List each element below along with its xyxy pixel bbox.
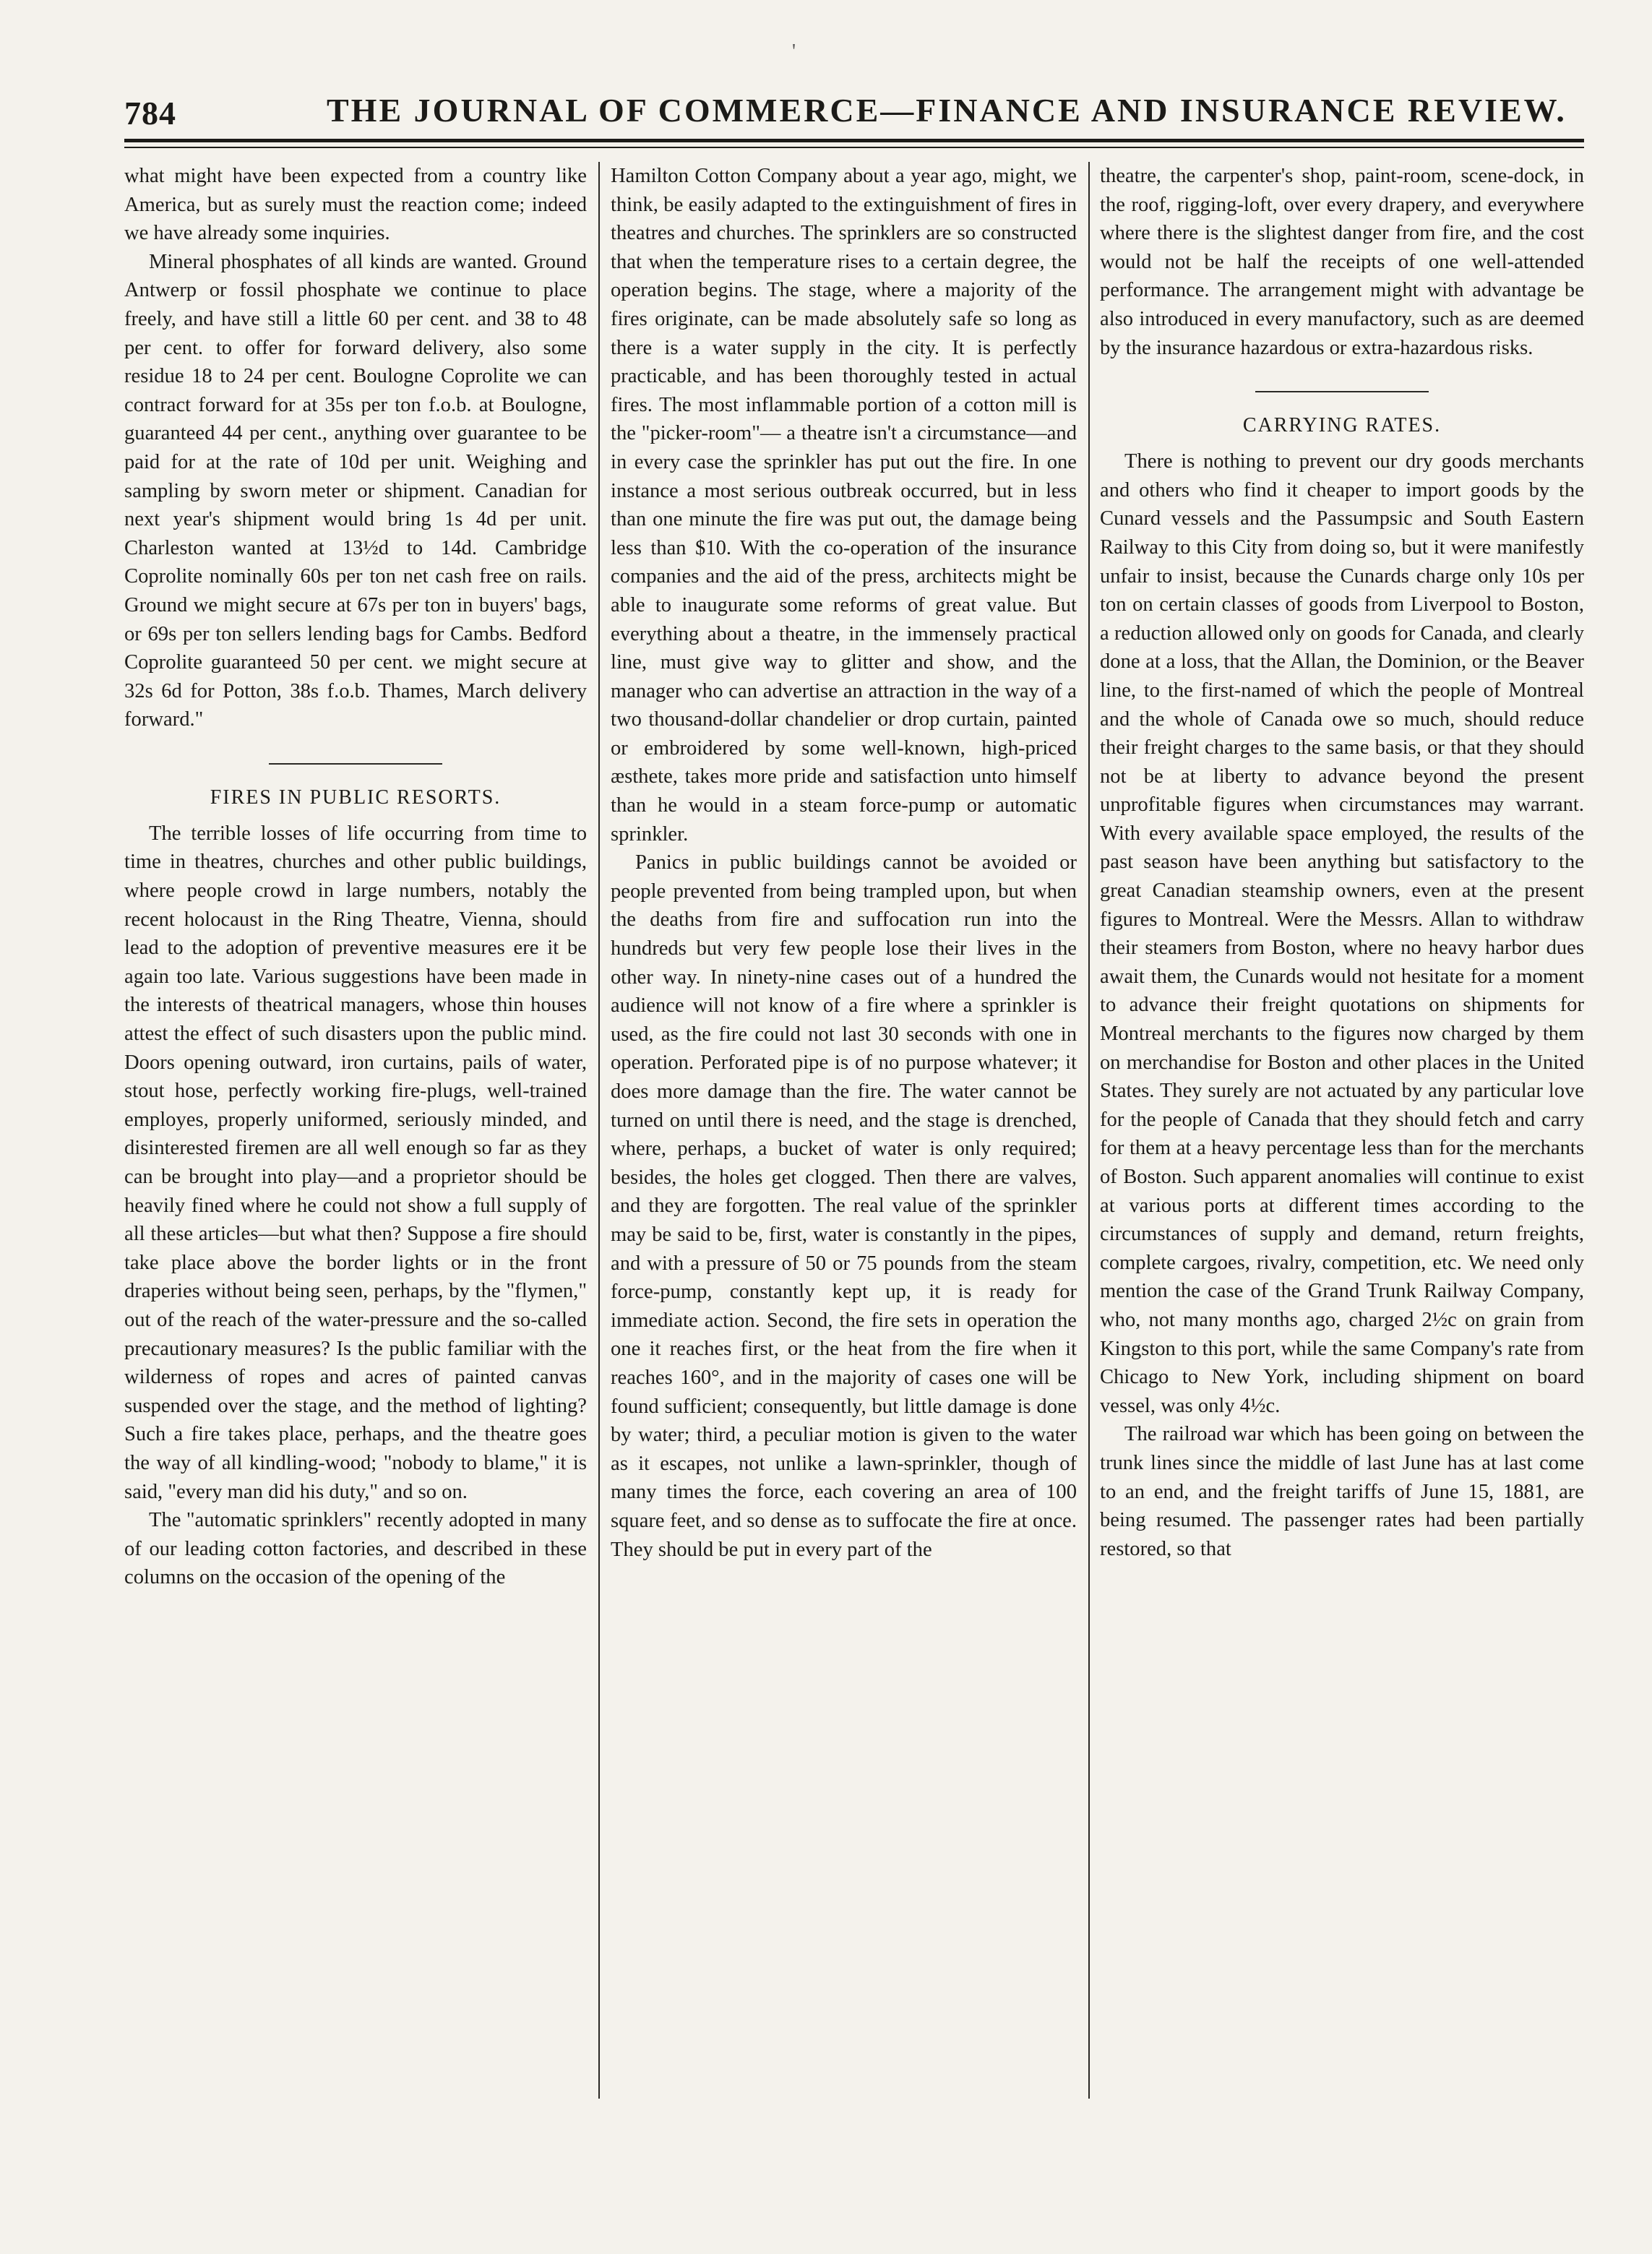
page-number: 784 (124, 95, 176, 132)
paragraph-carrying-1: There is nothing to prevent our dry goods merchants and others who find it cheaper to import goods by the Cunard vessels and the Passumpsic and South Eastern Railway to this City from doing so, but it were manifestly unfair to insist, because the Cunards charge only 10s per ton on certain classes of goods from Liverpool to Boston, a reduction allowed only on goods for Canada, and clearly done at a loss, that the Allan, the Dominion, or the Beaver line, to the first-named of which the people of Montreal and the whole of Canada owe so much, should reduce their freight charges to the same basis, or that they should not be at liberty to advance beyond the present unprofitable figures when circumstances may warrant. With every available space employed, the results of the past season have been anything but satisfactory to the great Canadian steamship owners, even at the present figures to Montreal. Were the Messrs. Allan to withdraw their steamers from Boston, where no heavy harbor dues await them, the Cunards would not hesitate for a moment to advance their freight quotations on shipments for Montreal merchants to the figures now charged by them on merchandise for Boston and other places in the United States. They surely are not actuated by any particular love for the people of Canada that they should fetch and carry for them at a heavy percentage less than for the merchants of Boston. Such apparent anomalies will continue to exist at various ports at different times according to the circumstances of supply and demand, return freights, complete cargoes, rivalry, competition, etc. We need only mention the case of the Grand Trunk Railway Company, who, not many months ago, charged 2½c on grain from Kingston to this port, while the same Company's rate from Chicago to New York, including shipment on board vessel, was only 4½c. (1100, 450, 1584, 1417)
column-3 (1100, 162, 1584, 2200)
article-separator (1255, 391, 1429, 392)
column-2 (611, 162, 1077, 2200)
paragraph-sprinklers: Hamilton Cotton Company about a year ago, might, we think, be easily adapted to the extinguishment of fires in theatres and churches. The sprinklers are so constructed that when the temperature rises to a certain degree, the operation begins. The stage, where a majority of the fires originate, can be made absolutely safe so long as there is a water supply in the city. It is perfectly practicable, and has been thoroughly tested in actual fires. The most inflammable portion of a cotton mill is the "picker-room"— a theatre isn't a circumstance—and in every case the sprinkler has put out the fire. In one instance a most serious outbreak occurred, but in less than one minute the fire was put out, the damage being less than $10. With the co-operation of the insurance companies and the aid of the press, architects might be able to inaugurate some reforms of great value. But everything about a theatre, in the immensely practical line, must give way to glitter and show, and the manager who can advertise an attraction in the way of a two thousand-dollar chandelier or drop curtain, painted or embroidered by some well-known, high-priced æsthete, takes more pride and satisfaction unto himself than he would in a steam force-pump or automatic sprinkler. (611, 165, 1077, 846)
stray-mark: ' (792, 40, 796, 63)
column-1 (124, 162, 587, 2200)
paragraph-continued: what might have been expected from a country like America, but as surely must the reaction come; indeed we have already some inquiries. (124, 165, 587, 245)
paragraph-fires-2: The "automatic sprinklers" recently adopted in many of our leading cotton factories, and described in these columns on the occasion of the opening of the (124, 1509, 587, 1589)
paragraph-panics: Panics in public buildings cannot be avoided or people prevented from being trampled upon, but when the deaths from fire and suffocation run into the hundreds but very few people lose their lives in the other way. In ninety-nine cases out of a hundred the audience will not know of a fire where a sprinkler is used, as the fire could not last 30 seconds with one in operation. Perforated pipe is of no purpose whatever; it does more damage than the fire. The water cannot be turned on until there is need, and the stage is drenched, where, perhaps, a bucket of water is only required; besides, the holes get clogged. Then there are valves, and they are forgotten. The real value of the sprinkler may be said to be, first, water is constantly in the pipes, and with a pressure of 50 or 75 pounds from the steam force-pump, constantly kept up, it is ready for immediate action. Second, the fire sets in operation the one it reaches first, or the heat from the fire when it reaches 160°, and in the majority of cases one will be found sufficient; consequently, but little damage is done by water; third, a peculiar motion is given to the water as it escapes, not unlike a lawn-sprinkler, though of many times the force, each covering an area of 100 square feet, and so dense as to suffocate the fire at once. They should be put in every part of the (611, 851, 1077, 1561)
paragraph-phosphates: Mineral phosphates of all kinds are wanted. Ground Antwerp or fossil phosphate we continue to place freely, and have still a little 60 per cent. and 38 to 48 per cent. to offer for forward delivery, also some residue 18 to 24 per cent. Boulogne Coprolite we can contract forward for at 35s per ton f.o.b. at Boulogne, guaranteed 44 per cent., anything over guarantee to be paid for at the rate of 10d per unit. Weighing and sampling by sworn meter or shipment. Canadian for next year's shipment would bring 1s 4d per unit. Charleston wanted at 13½d to 14d. Cambridge Coprolite nominally 60s per ton net cash free on rails. Ground we might secure at 67s per ton in buyers' bags, or 69s per ton sellers lending bags for Cambs. Bedford Coprolite guaranteed 50 per cent. we might secure at 32s 6d for Potton, 38s f.o.b. Thames, March delivery forward." (124, 250, 587, 731)
header-rule-thick (124, 139, 1584, 142)
paragraph-panics-continued: theatre, the carpenter's shop, paint-room, scene-dock, in the roof, rigging-loft, over every drapery, and everywhere where there is the slightest danger from fire, and the cost would not be half the receipts of one well-attended performance. The arrangement might with advantage be also introduced in every manufactory, such as are deemed by the insurance hazardous or extra-hazardous risks. (1100, 165, 1584, 359)
journal-title: THE JOURNAL OF COMMERCE—FINANCE AND INSURANCE REVIEW. (327, 92, 1567, 129)
heading-carrying-rates: CARRYING RATES. (1242, 414, 1442, 437)
heading-fires-in-public-resorts: FIRES IN PUBLIC RESORTS. (210, 786, 502, 809)
page-header (124, 90, 1584, 140)
paragraph-carrying-2: The railroad war which has been going on between the trunk lines since the middle of last June has at last come to an end, and the freight tariffs of June 15, 1881, are being resumed. The passenger rates had been partially restored, so that (1100, 1423, 1584, 1560)
column-divider (1088, 162, 1090, 2099)
paragraph-fires-1: The terrible losses of life occurring from time to time in theatres, churches and other public buildings, where people crowd in large numbers, notably the recent holocaust in the Ring Theatre, Vienna, should lead to the adoption of preventive measures ere it be again too late. Various suggestions have been made in the interests of theatrical managers, whose thin houses attest the effect of such disasters upon the public mind. Doors opening outward, iron curtains, pails of water, stout hose, perfectly working fire-plugs, well-trained employes, properly uniformed, seriously minded, and disinterested firemen are all well enough so far as they can be brought into play—and a proprietor should be heavily fined where he could not show a full supply of all these articles—but what then? Suppose a fire should take place above the border lights or in the front draperies without being seen, perhaps, by the "flymen," out of the reach of the water-pressure and the so-called precautionary measures? Is the public familiar with the wilderness of ropes and acres of painted canvas suspended over the stage, and the method of lighting? Such a fire takes place, perhaps, and the theatre goes the way of all kindling-wood; "nobody to blame," it is said, "every man did his duty," and so on. (124, 822, 587, 1503)
article-separator (269, 763, 442, 765)
header-rule-thin (124, 147, 1584, 148)
column-divider (598, 162, 600, 2099)
